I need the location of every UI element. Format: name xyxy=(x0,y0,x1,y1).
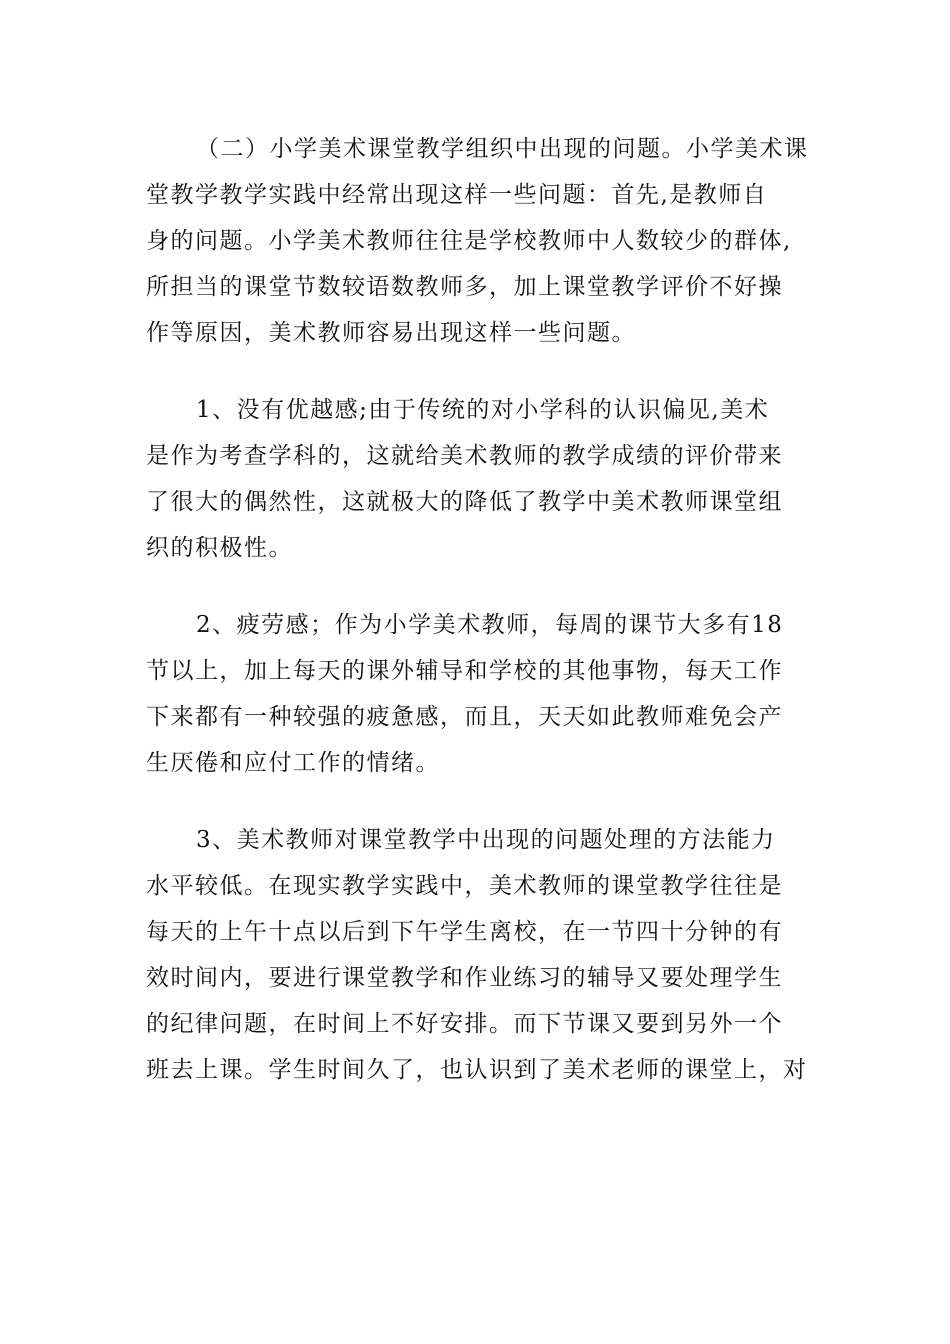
document-body xyxy=(146,126,814,1093)
paragraph-gap xyxy=(146,571,814,602)
text-line: 是作为考查学科的，这就给美术教师的教学成绩的评价带来 xyxy=(146,443,783,469)
text-line: 1、没有优越感;由于传统的对小学科的认识偏见,美术 xyxy=(196,397,770,423)
text-line: 作等原因，美术教师容易出现这样一些问题。 xyxy=(146,320,636,346)
paragraph-problems-intro xyxy=(146,126,814,356)
text-line: 节以上，加上每天的课外辅导和学校的其他事物，每天工作 xyxy=(146,658,783,684)
text-line: 身的问题。小学美术教师往往是学校教师中人数较少的群体, xyxy=(146,228,792,254)
paragraph-point-2 xyxy=(146,602,814,786)
text-line: 班去上课。学生时间久了，也认识到了美术老师的课堂上，对 xyxy=(146,1057,808,1083)
text-line: 每天的上午十点以后到下午学生离校，在一节四十分钟的有 xyxy=(146,919,783,945)
text-line: 了很大的偶然性，这就极大的降低了教学中美术教师课堂组 xyxy=(146,489,783,515)
text-line: 效时间内，要进行课堂教学和作业练习的辅导又要处理学生 xyxy=(146,965,783,991)
text-line: 下来都有一种较强的疲惫感，而且，天天如此教师难免会产 xyxy=(146,704,783,730)
text-line: 的纪律问题，在时间上不好安排。而下节课又要到另外一个 xyxy=(146,1011,783,1037)
text-line: 所担当的课堂节数较语数教师多，加上课堂教学评价不好操 xyxy=(146,274,783,300)
paragraph-gap xyxy=(146,786,814,817)
paragraph-point-3 xyxy=(146,817,814,1093)
paragraph-point-1 xyxy=(146,387,814,571)
text-line: 织的积极性。 xyxy=(146,535,293,561)
paragraph-gap xyxy=(146,356,814,387)
text-line: 2、疲劳感；作为小学美术教师，每周的课节大多有18 xyxy=(196,612,784,638)
text-line: 生厌倦和应付工作的情绪。 xyxy=(146,750,440,776)
text-line: 堂教学教学实践中经常出现这样一些问题：首先,是教师自 xyxy=(146,182,768,208)
text-line: （二）小学美术课堂教学组织中出现的问题。小学美术课 xyxy=(196,136,809,162)
text-line: 水平较低。在现实教学实践中，美术教师的课堂教学往往是 xyxy=(146,873,783,899)
text-line: 3、美术教师对课堂教学中出现的问题处理的方法能力 xyxy=(196,827,776,853)
